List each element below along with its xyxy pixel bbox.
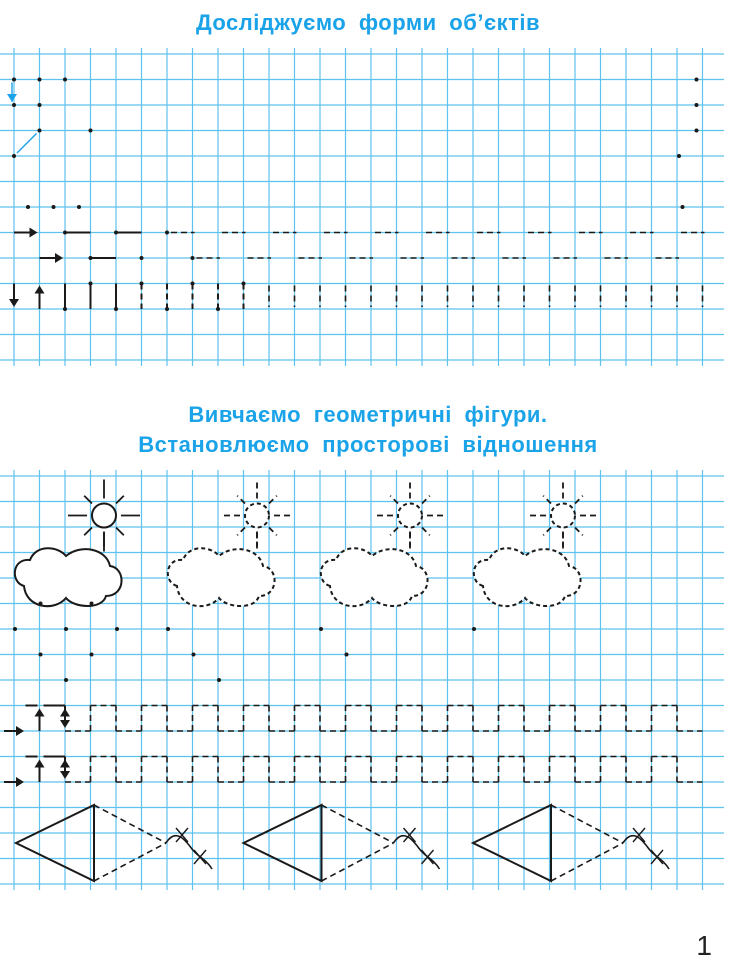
dot bbox=[217, 678, 221, 682]
sample-line bbox=[116, 496, 124, 504]
trace-line bbox=[94, 843, 166, 881]
dot bbox=[39, 653, 43, 657]
dot bbox=[191, 256, 195, 260]
dot bbox=[39, 602, 43, 606]
dot bbox=[13, 627, 17, 631]
dot bbox=[677, 154, 681, 158]
grid-sheet-1 bbox=[0, 45, 736, 375]
arrow-icon bbox=[9, 299, 19, 307]
sun-trace-icon bbox=[245, 504, 269, 528]
trace-line bbox=[322, 805, 394, 843]
cloud-trace-icon bbox=[474, 548, 581, 606]
kite-bow-icon bbox=[422, 850, 434, 864]
kite-triangle bbox=[473, 805, 551, 881]
kite-bow-icon bbox=[176, 828, 188, 842]
dot bbox=[319, 627, 323, 631]
dot bbox=[165, 307, 169, 311]
arrow-icon bbox=[35, 286, 45, 294]
dot bbox=[38, 103, 42, 107]
hint-arrow bbox=[17, 134, 37, 154]
trace-line bbox=[551, 843, 623, 881]
dot bbox=[140, 256, 144, 260]
dot bbox=[63, 307, 67, 311]
kite-bow-icon bbox=[194, 850, 206, 864]
trace-line bbox=[422, 528, 430, 536]
dot bbox=[38, 78, 42, 82]
dot bbox=[115, 627, 119, 631]
sample-line bbox=[116, 528, 124, 536]
dot bbox=[681, 205, 685, 209]
arrow-icon bbox=[7, 94, 17, 102]
dot bbox=[38, 129, 42, 133]
kite-bow-icon bbox=[651, 850, 663, 864]
dot bbox=[192, 653, 196, 657]
arrow-icon bbox=[16, 777, 24, 787]
dot bbox=[77, 205, 81, 209]
cloud-trace-icon bbox=[321, 548, 428, 606]
trace-line bbox=[269, 496, 277, 504]
dot bbox=[12, 154, 16, 158]
section1-title: Досліджуємо форми об’єктів bbox=[195, 10, 541, 35]
dot bbox=[166, 627, 170, 631]
grid-sheet-2 bbox=[0, 468, 736, 898]
cloud-trace-icon bbox=[168, 548, 275, 606]
kite-triangle bbox=[16, 805, 94, 881]
dot bbox=[165, 231, 169, 235]
dot bbox=[63, 78, 67, 82]
trace-line bbox=[575, 528, 583, 536]
trace-line bbox=[422, 496, 430, 504]
kite-bow-icon bbox=[633, 828, 645, 842]
kite-triangle bbox=[244, 805, 322, 881]
sun-icon bbox=[92, 504, 116, 528]
dot bbox=[114, 307, 118, 311]
dot bbox=[12, 103, 16, 107]
dot bbox=[64, 678, 68, 682]
arrow-icon bbox=[60, 709, 70, 717]
arrow-icon bbox=[55, 253, 63, 263]
dot bbox=[90, 653, 94, 657]
dot bbox=[90, 602, 94, 606]
dot bbox=[242, 282, 246, 286]
dot bbox=[89, 282, 93, 286]
trace-line bbox=[269, 528, 277, 536]
dot bbox=[191, 282, 195, 286]
trace-line bbox=[322, 843, 394, 881]
arrow-icon bbox=[16, 726, 24, 736]
dot bbox=[472, 627, 476, 631]
dot bbox=[64, 627, 68, 631]
page-number: 1 bbox=[696, 930, 712, 961]
dot bbox=[345, 653, 349, 657]
trace-line bbox=[575, 496, 583, 504]
dot bbox=[140, 282, 144, 286]
arrow-icon bbox=[60, 760, 70, 768]
dot bbox=[695, 103, 699, 107]
arrow-icon bbox=[60, 771, 70, 779]
section2-title-line1: Вивчаємо геометричні фігури. bbox=[188, 402, 548, 427]
trace-line bbox=[551, 805, 623, 843]
dot bbox=[695, 78, 699, 82]
dot bbox=[26, 205, 30, 209]
kite-bow-icon bbox=[404, 828, 416, 842]
arrow-icon bbox=[35, 709, 45, 717]
cloud-icon bbox=[15, 548, 122, 606]
dot bbox=[12, 78, 16, 82]
sun-trace-icon bbox=[551, 504, 575, 528]
dot bbox=[52, 205, 56, 209]
dot bbox=[216, 307, 220, 311]
arrow-icon bbox=[35, 760, 45, 768]
sun-trace-icon bbox=[398, 504, 422, 528]
arrow-icon bbox=[30, 228, 38, 238]
section2-title-line2: Встановлюємо просторові відношення bbox=[138, 432, 598, 457]
dot bbox=[89, 129, 93, 133]
trace-line bbox=[94, 805, 166, 843]
arrow-icon bbox=[60, 720, 70, 728]
dot bbox=[695, 129, 699, 133]
